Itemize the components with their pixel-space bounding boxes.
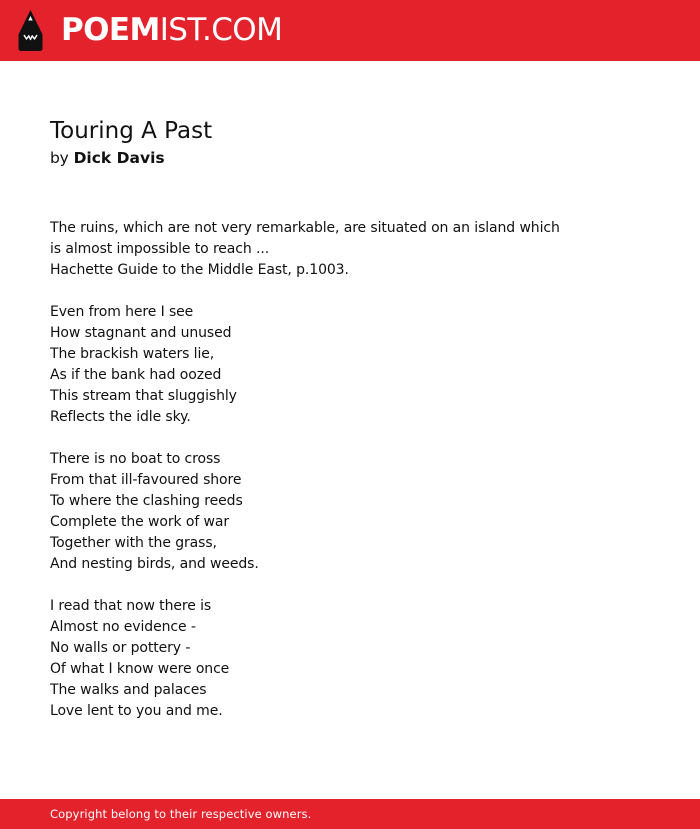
poem-line: Together with the grass, bbox=[50, 535, 217, 551]
site-logo-link[interactable] bbox=[61, 13, 282, 47]
pencil-icon bbox=[18, 10, 43, 51]
poem-line: There is no boat to cross bbox=[50, 451, 221, 467]
poem-line: The brackish waters lie, bbox=[50, 346, 215, 362]
poem-line: Even from here I see bbox=[50, 304, 194, 320]
poem-line: Almost no evidence - bbox=[50, 619, 196, 635]
poem-line: From that ill-favoured shore bbox=[50, 472, 242, 488]
poem-line: Complete the work of war bbox=[50, 514, 230, 530]
copyright-text: Copyright belong to their respective owners. bbox=[50, 807, 312, 821]
stanza-1 bbox=[50, 302, 660, 428]
poem-line: No walls or pottery - bbox=[50, 640, 191, 656]
blank-line bbox=[50, 281, 660, 302]
poem-line: This stream that sluggishly bbox=[50, 388, 237, 404]
epigraph-line: The ruins, which are not very remarkable, are situated on an island which bbox=[50, 220, 560, 236]
site-name-bold: POEM bbox=[61, 12, 160, 48]
poem-line: And nesting birds, and weeds. bbox=[50, 556, 259, 572]
epigraph bbox=[50, 218, 660, 281]
blank-line bbox=[50, 575, 660, 596]
byline bbox=[50, 148, 165, 169]
poem-line: Of what I know were once bbox=[50, 661, 230, 677]
author-name: Dick Davis bbox=[73, 149, 165, 167]
epigraph-source: Hachette Guide to the Middle East, p.1003. bbox=[50, 262, 349, 278]
poem-line: How stagnant and unused bbox=[50, 325, 232, 341]
poem-body bbox=[50, 218, 660, 722]
poem-line: To where the clashing reeds bbox=[50, 493, 243, 509]
poem-title: Touring A Past bbox=[50, 118, 213, 144]
blank-line bbox=[50, 428, 660, 449]
epigraph-line: is almost impossible to reach ... bbox=[50, 241, 270, 257]
byline-prefix: by bbox=[50, 149, 69, 167]
poem-line: As if the bank had oozed bbox=[50, 367, 222, 383]
stanza-3 bbox=[50, 596, 660, 722]
site-footer bbox=[0, 799, 700, 829]
poem-line: Reflects the idle sky. bbox=[50, 409, 191, 425]
site-name-light: IST.COM bbox=[159, 12, 283, 48]
poem-line: I read that now there is bbox=[50, 598, 212, 614]
poem-line: The walks and palaces bbox=[50, 682, 207, 698]
site-header bbox=[0, 0, 700, 61]
stanza-2 bbox=[50, 449, 660, 575]
poem-line: Love lent to you and me. bbox=[50, 703, 223, 719]
